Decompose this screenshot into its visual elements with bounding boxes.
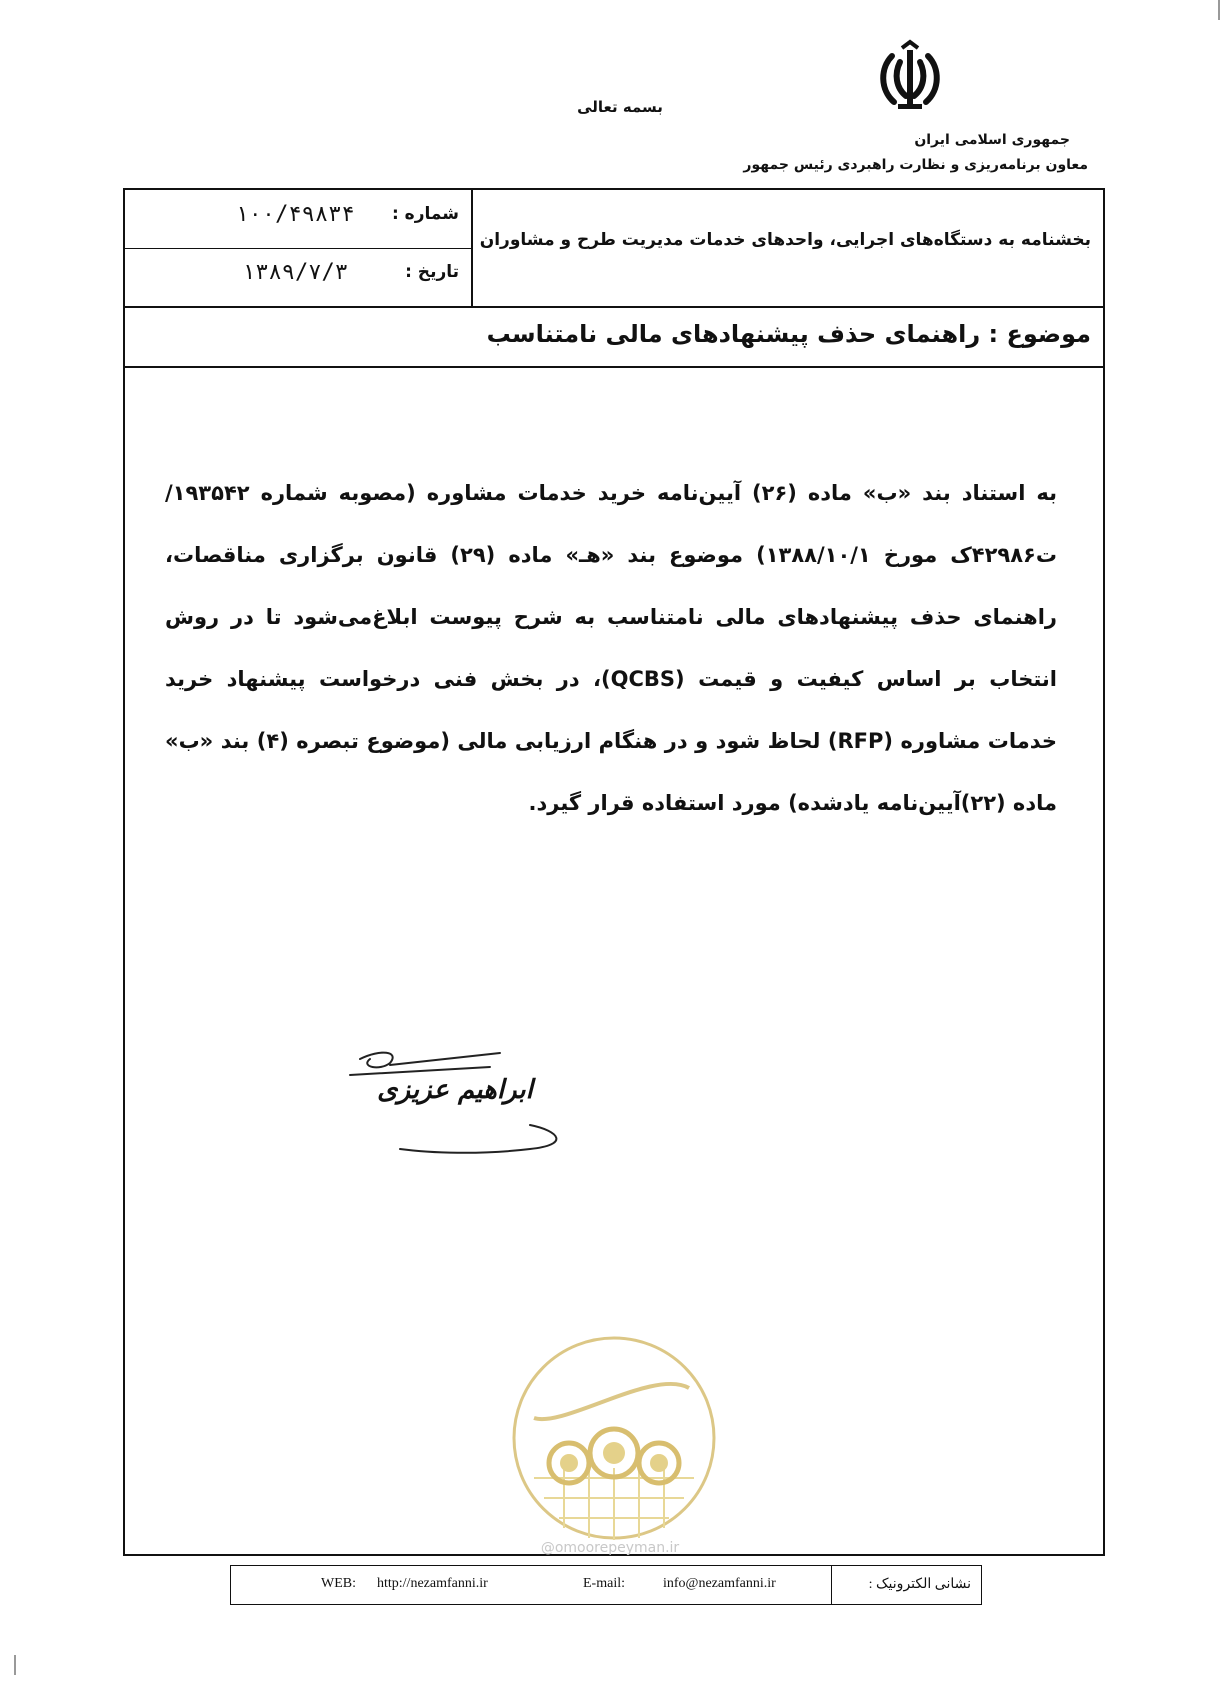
date-label: تاریخ : bbox=[405, 262, 459, 282]
scan-edge-mark bbox=[14, 1655, 16, 1675]
number-row bbox=[125, 190, 471, 249]
signatory-name: ابراهیم عزیزی bbox=[377, 1075, 533, 1105]
scan-edge-mark bbox=[1218, 0, 1220, 20]
signature-scribble bbox=[330, 1045, 600, 1165]
date-row bbox=[125, 248, 471, 306]
body-text-part1: به استناد بند «ب» ماده (۲۶) آیین‌نامه خرید خدمات مشاوره (مصوبه شماره ۱۹۳۵۴۲/ت۴۲۹۸۶ک مورخ ۱۳۸۸/۱۰/۱) موضوع بند «هـ» ماده (۲۹) قانون برگزاری مناقصات، bbox=[165, 481, 1057, 567]
body-text-emphasis: راهنمای حذف پیشنهادهای مالی نامتناسب bbox=[606, 605, 1057, 629]
recipients-line: بخشنامه به دستگاه‌های اجرایی، واحدهای خدمات مدیریت طرح و مشاوران bbox=[479, 230, 1091, 250]
iran-emblem-icon bbox=[870, 38, 950, 118]
organization-header bbox=[568, 128, 1088, 178]
body-text-part2: به شرح پیوست ابلاغ‌می‌شود تا در روش انتخاب بر اساس کیفیت و قیمت (QCBS)، در بخش فنی درخواست پیشنهاد خرید خدمات مشاوره (RFP) لحاظ شود و در هنگام ارزیابی مالی (موضوع تبصره (۴) بند «ب» ماده (۲۲)آیین‌نامه یادشده) مورد استفاده قرار گیرد. bbox=[165, 605, 1058, 815]
org-country: جمهوری اسلامی ایران bbox=[914, 132, 1070, 148]
bismillah-heading: بسمه تعالی bbox=[577, 98, 663, 116]
number-label: شماره : bbox=[391, 204, 459, 224]
web-link[interactable]: http://nezamfanni.ir bbox=[377, 1576, 488, 1591]
email-label: E-mail: bbox=[583, 1576, 625, 1591]
body-paragraph bbox=[165, 462, 1057, 834]
org-deputy: معاون برنامه‌ریزی و نظارت راهبردی رئیس جمهور bbox=[743, 157, 1088, 173]
header-box bbox=[123, 188, 1105, 308]
number-value: ۱۰۰/۴۹۸۳۴ bbox=[235, 202, 355, 227]
subject-box bbox=[123, 306, 1105, 368]
seal-watermark: @omoorepeyman.ir bbox=[540, 1540, 680, 1556]
contact-footer bbox=[230, 1565, 982, 1605]
omoor-peyman-seal bbox=[504, 1328, 724, 1548]
reference-block bbox=[125, 190, 473, 306]
web-label: WEB: bbox=[321, 1576, 356, 1591]
date-value: ۱۳۸۹/۷/۳ bbox=[242, 260, 348, 285]
subject-line: موضوع : راهنمای حذف پیشنهادهای مالی نامتناسب bbox=[486, 320, 1091, 348]
contact-label: نشانی الکترونیک : bbox=[831, 1566, 981, 1604]
email-link[interactable]: info@nezamfanni.ir bbox=[663, 1576, 776, 1591]
